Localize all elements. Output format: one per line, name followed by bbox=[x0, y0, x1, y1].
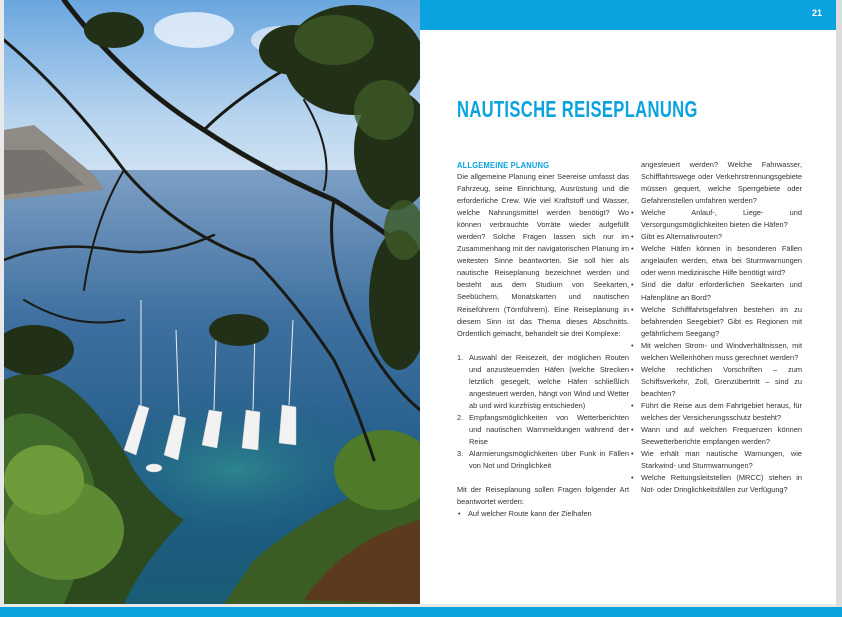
questions-intro: Mit der Reiseplanung sollen Fragen folgender Art beantwortet werden: bbox=[457, 485, 629, 507]
text-column-right bbox=[630, 159, 802, 496]
bullet-list-start bbox=[457, 508, 629, 520]
bullet-continuation: angesteuert werden? Welche Fahrwasser, Schifffahrtswege oder Verkehrstrennungsgebiete müssen gequert, welche Sperrgebiete oder Gefahrenstellen umfahren werden? bbox=[641, 160, 802, 206]
list-item: • Welche Anlauf-, Liege- und Versorgungsmöglichkeiten bieten die Häfen? bbox=[631, 208, 802, 230]
list-item: • Wie erhält man nautische Warnungen, wie Starkwind- und Sturmwarnungen? bbox=[631, 449, 802, 471]
text-column-left bbox=[457, 159, 629, 520]
list-item: • Welche Rettungsleitstellen (MRCC) stehen in Not- oder Dringlichkeitsfällen zur Verfügung? bbox=[631, 473, 802, 495]
header-band bbox=[420, 0, 836, 30]
list-item: • Gibt es Alternativrouten? bbox=[631, 232, 722, 242]
intro-paragraph: Die allgemeine Planung einer Seereise umfasst das Fahrzeug, seine Einrichtung, Ausrüstung und die erforderliche Crew. Wie viel Kraftstoff und Wasser, welche Nahrungsmittel werden benötigt? Wo können verbrauchte Vorräte wieder aufgefüllt werden? Solche Fragen lassen sich nur im Zusammenhang mit der navigatorischen Planung im weitesten Sinne beantworten. Sie soll hier als nautische Reiseplanung bezeichnet werden und besteht aus dem Studium von Seekarten, Seebüchern, Monatskarten und nautischen Reiseführern (Törnführern). Eine Reiseplanung in diesem Sinn ist das Thema dieses Abschnitts. Ordentlich gemacht, behandelt sie drei Komplexe: bbox=[457, 172, 629, 338]
list-item: • Wann und auf welchen Frequenzen können Seewetterberichte empfangen werden? bbox=[631, 425, 802, 447]
bullet-list bbox=[630, 207, 802, 496]
text-page bbox=[420, 0, 836, 604]
page-gutter bbox=[836, 0, 842, 607]
list-item: 1. Auswahl der Reisezeit, der möglichen Routen und anzusteuernden Häfen (welche Strecken letztlich gesegelt, welche Häfen schließlich angesteuert werden, hängt von Wind und Wetter ab und wird kurzfristig entschieden) bbox=[457, 352, 629, 410]
list-item: • Führt die Reise aus dem Fahrtgebiet heraus, für welches der Versicherungsschutz besteht? bbox=[631, 400, 802, 422]
list-item: • Sind die dafür erforderlichen Seekarten und Hafenpläne an Bord? bbox=[631, 280, 802, 302]
list-item: 2. Empfangsmöglichkeiten von Wetterberichten und nautischen Warnmeldungen während der Reise bbox=[457, 412, 629, 446]
footer-band bbox=[0, 607, 842, 617]
list-item: 3. Alarmierungsmöglichkeiten über Funk in Fällen von Not und Dringlichkeit bbox=[457, 449, 629, 471]
list-item: • Auf welcher Route kann der Zielhafen bbox=[458, 509, 592, 519]
photo-sailboats-bay bbox=[4, 0, 420, 604]
page-number: 21 bbox=[811, 8, 822, 18]
section-heading: ALLGEMEINE PLANUNG bbox=[457, 160, 550, 170]
list-item: • Welche Häfen können in besonderen Fällen angelaufen werden, etwa bei Sturmwarnungen oder wenn medizinische Hilfe benötigt wird? bbox=[631, 244, 802, 278]
list-item: • Welche Schifffahrtsgefahren bestehen im zu befahrenden Seegebiet? Gibt es Regionen mit gefährlichem Seegang? bbox=[631, 304, 802, 338]
list-item: • Welche rechtlichen Vorschriften – zum Schiffsverkehr, Zoll, Grenzübertritt – sind zu beachten? bbox=[631, 364, 802, 398]
list-item: • Mit welchen Strom- und Windverhältnissen, mit welchen Wellenhöhen muss gerechnet werden? bbox=[631, 340, 802, 362]
numbered-list bbox=[457, 352, 629, 472]
page-title: NAUTISCHE REISEPLANUNG bbox=[457, 96, 698, 122]
